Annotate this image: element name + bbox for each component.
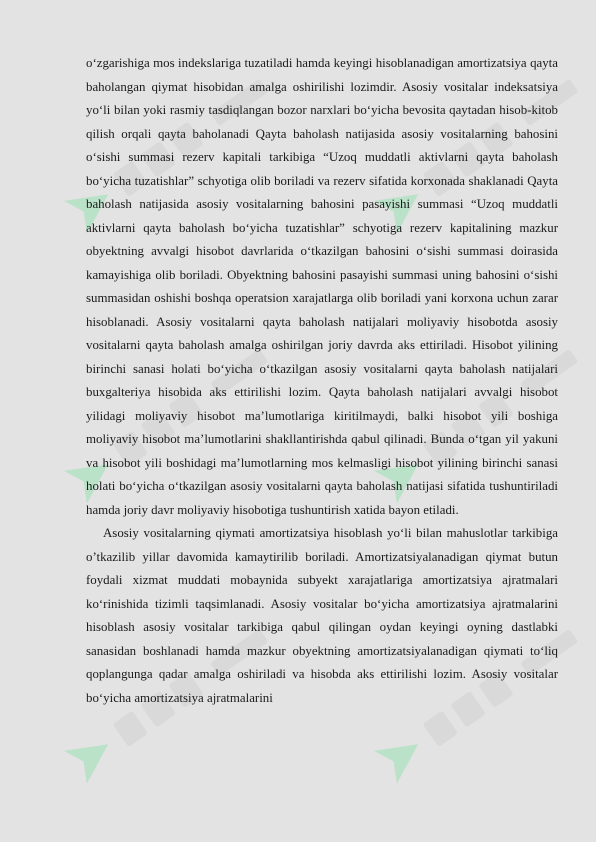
paragraph-2: Asosiy vositalarning qiymati amortizatsiya hisoblash yo‘li bilan mahuslotlar tarkibiga o’tkazilib yillar davomida kamaytirilib boriladi. Amortizatsiyalanadigan qiymat butun foydali xizmat muddati mobaynida subyekt xarajatlariga amortizatsiya ajratmalari ko‘rinishida tizimli taqsimlanadi. Asosiy vositalar bo‘yicha amortizatsiya ajratmalarini hisoblash asosiy vositalar tarkibiga qabul qilingan oydan keyingi oyning dastlabki sanasidan boshlanadi hamda mazkur obyektning amortizatsiyalanadigan qiymati to‘liq qoplangunga qadar amalga oshiriladi va hisobda aks ettirilishi lozim. Asosiy vositalar bo‘yicha amortizatsiya ajratmalarini (86, 526, 558, 705)
document-body (86, 52, 558, 710)
paragraph-1: o‘zgarishiga mos indekslariga tuzatiladi hamda keyingi hisoblanadigan amortizatsiya qayta baholangan qiymat hisobidan amalga oshirilishi lozimdir. Asosiy vositalar indeksatsiya yo‘li bilan yoki rasmiy tasdiqlangan bozor narxlari bo‘yicha bevosita qaytadan hisob-kitob qilish orqali qayta baholanadi Qayta baholash natijasida asosiy vositalarning bahosini o‘sishi summasi rezerv kapitali tarkibiga “Uzoq muddatli aktivlarni qayta baholash bo‘yicha tuzatishlar” schyotiga olib boriladi va rezerv sifatida korxonada shaklanadi Qayta baholash natijasida asosiy vositalarning bahosini pasayishi summasi “Uzoq muddatli aktivlarni qayta baholash bo‘yicha tuzatishlar” schyotiga rezerv kapitalining mazkur obyektning avvalgi hisobot davrlarida o‘tkazilgan bahosini o‘sishi summasi doirasida kamayishiga olib boriladi. Obyektning bahosini pasayishi summasi uning bahosini o‘sishi summasidan oshishi boshqa operatsion xarajatlarga olib boriladi yani korxona uchun zarar hisoblanadi. Asosiy vositalarni qayta baholash natijalari moliyaviy hisobotda asosiy vositalarni qayta baholash amalga oshirilgan joriy davrda aks ettiriladi. Hisobot yilining birinchi sanasi holati bo‘yicha o‘tkazilgan asosiy vositalarni qayta baholash natijalari buxgalteriya hisobida aks ettirilishi lozim. Qayta baholash natijalari avvalgi hisobot yilidagi moliyaviy hisobot ma’lumotlariga kiritilmaydi, balki hisobot yili boshiga moliyaviy hisobot ma’lumotlarini shakllantirishda qabul qilinadi. Bunda o‘tgan yil yakuni va hisobot yili boshidagi ma’lumotlarning mos kelmasligi hisobot yilining birinchi sanasi holati bo‘yicha o‘tkazilgan asosiy vositalarni qayta baholash natijasi sifatida tushuntiriladi hamda joriy davr moliyaviy hisobotiga tushuntirish xatida bayon etiladi. (86, 56, 558, 517)
